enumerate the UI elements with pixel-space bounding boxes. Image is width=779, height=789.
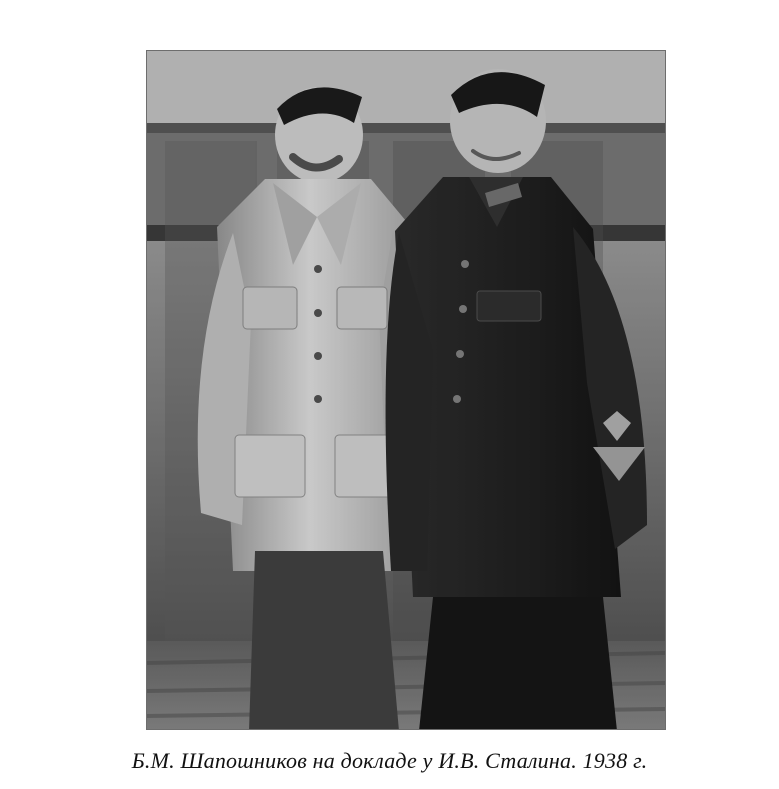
historical-photograph bbox=[146, 50, 666, 730]
photo-illustration bbox=[147, 51, 666, 730]
photo-caption: Б.М. Шапошников на докладе у И.В. Сталина. 1938 г. bbox=[131, 748, 648, 773]
